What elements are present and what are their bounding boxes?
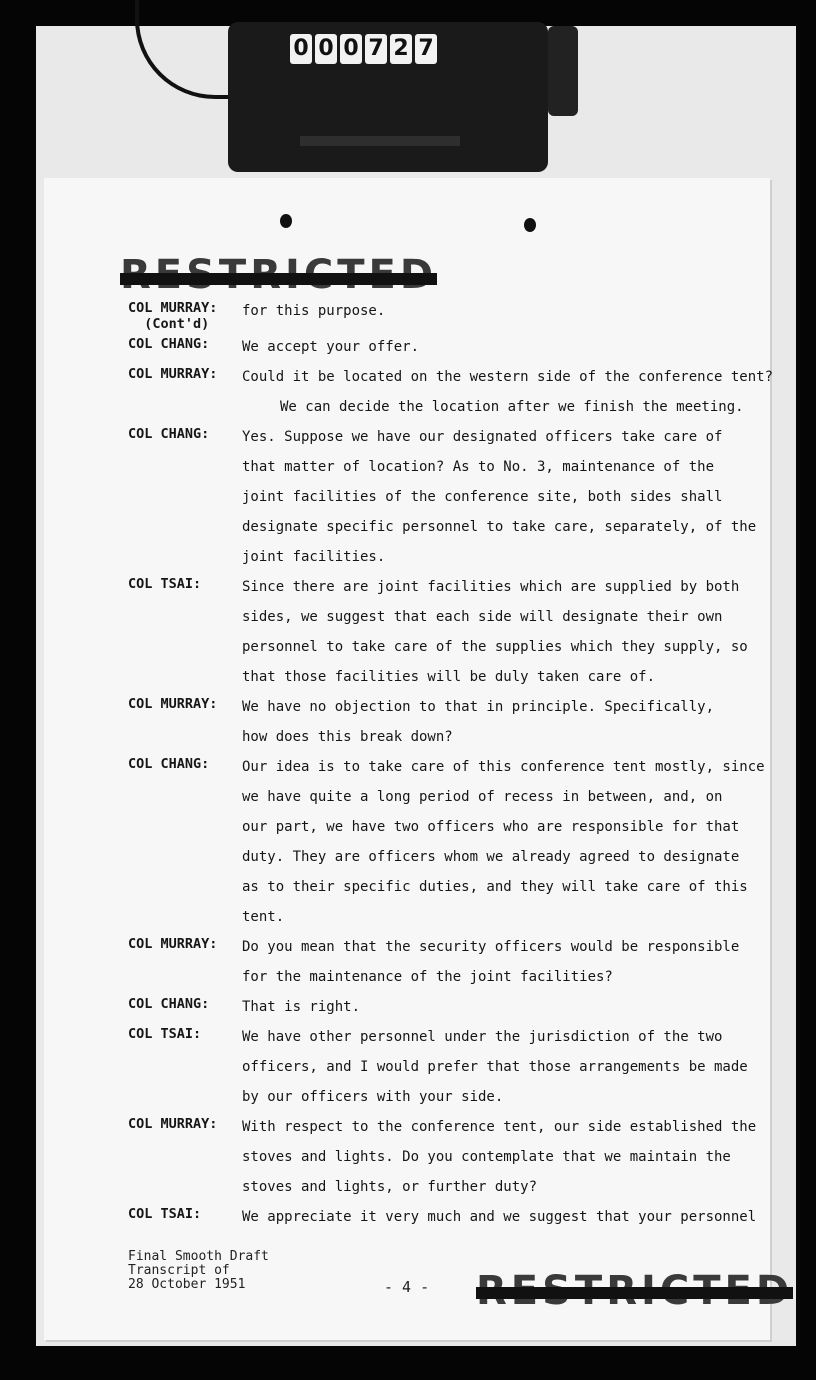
speech-line: joint facilities of the conference site, both sides shall	[242, 489, 723, 505]
stamp-redaction-bar	[476, 1287, 793, 1299]
transcript-entry	[128, 1202, 757, 1232]
draft-note: Final Smooth Draft Transcript of 28 October 1951	[128, 1249, 269, 1292]
speaker-label: COL MURRAY: (Cont'd)	[128, 300, 218, 332]
document-page	[44, 178, 774, 1340]
speech-line: Could it be located on the western side of the conference tent?	[242, 369, 774, 385]
speech-text	[242, 332, 728, 362]
stamp-redaction-bar	[120, 273, 437, 285]
speech-text	[242, 422, 756, 572]
transcript-entry	[128, 1022, 748, 1112]
counter-slot	[300, 136, 460, 146]
transcript-entry	[128, 422, 757, 572]
speech-line: stoves and lights, or further duty?	[242, 1179, 538, 1195]
speaker-label: COL TSAI:	[128, 1026, 202, 1042]
transcript-entry	[128, 932, 740, 992]
transcript-entry	[128, 572, 748, 692]
counter-digit: 0	[315, 34, 337, 64]
speech-line: With respect to the conference tent, our side established the	[242, 1119, 757, 1135]
punch-hole-left	[280, 214, 292, 228]
speech-line: Our idea is to take care of this conference tent mostly, since	[242, 759, 765, 775]
speaker-label: COL MURRAY:	[128, 366, 218, 382]
speech-line: for this purpose.	[242, 303, 386, 319]
page-number: - 4 -	[384, 1278, 430, 1296]
speech-line: Do you mean that the security officers would be responsible	[242, 939, 740, 955]
speech-line: we have quite a long period of recess in between, and, on	[242, 789, 723, 805]
speech-line: stoves and lights. Do you contemplate that we maintain the	[242, 1149, 731, 1165]
speech-line: We appreciate it very much and we suggest that your personnel	[242, 1209, 757, 1225]
speech-line: Yes. Suppose we have our designated officers take care of	[242, 429, 723, 445]
speech-line: We accept your offer.	[242, 339, 420, 355]
counter-digit: 7	[415, 34, 437, 64]
frame-counter-digits	[290, 34, 437, 68]
transcript-entry	[128, 692, 728, 752]
speech-line: sides, we suggest that each side will designate their own	[242, 609, 723, 625]
speaker-label: COL TSAI:	[128, 1206, 202, 1222]
speech-text	[242, 572, 748, 692]
speaker-label: COL CHANG:	[128, 426, 210, 442]
transcript-entry	[128, 362, 774, 422]
speaker-label: COL TSAI:	[128, 576, 202, 592]
speech-line: duty. They are officers whom we already agreed to designate	[242, 849, 740, 865]
restricted-stamp-bottom	[476, 1268, 793, 1308]
counter-digit: 7	[365, 34, 387, 64]
speech-line: as to their specific duties, and they will take care of this	[242, 879, 748, 895]
speech-line: how does this break down?	[242, 729, 453, 745]
speech-line: that those facilities will be duly taken care of.	[242, 669, 656, 685]
speech-text	[242, 992, 728, 1022]
speaker-label: COL CHANG:	[128, 756, 210, 772]
speech-line: personnel to take care of the supplies which they supply, so	[242, 639, 748, 655]
speech-line: that matter of location? As to No. 3, maintenance of the	[242, 459, 715, 475]
transcript-entry	[128, 1112, 757, 1202]
speech-line: our part, we have two officers who are responsible for that	[242, 819, 740, 835]
speech-line: officers, and I would prefer that those arrangements be made	[242, 1059, 748, 1075]
speaker-label: COL MURRAY:	[128, 696, 218, 712]
speech-line: We have no objection to that in principle. Specifically,	[242, 699, 715, 715]
speech-text	[242, 932, 739, 992]
speech-line: We can decide the location after we finish the meeting.	[280, 399, 744, 415]
speech-line: That is right.	[242, 999, 361, 1015]
speech-text	[242, 1202, 756, 1232]
speech-text	[242, 692, 728, 752]
counter-digit: 0	[340, 34, 362, 64]
speech-line: We have other personnel under the jurisdiction of the two	[242, 1029, 723, 1045]
transcript-entry	[128, 332, 728, 362]
transcript-body	[128, 296, 774, 1232]
counter-knob	[548, 26, 578, 116]
speaker-label: COL CHANG:	[128, 336, 210, 352]
speech-text	[242, 1022, 748, 1112]
counter-digit: 0	[290, 34, 312, 64]
speech-line: for the maintenance of the joint facilities?	[242, 969, 613, 985]
speech-text	[242, 752, 765, 932]
transcript-entry	[128, 296, 728, 332]
speech-text	[242, 362, 773, 422]
speech-line: tent.	[242, 909, 285, 925]
speech-line: by our officers with your side.	[242, 1089, 504, 1105]
speech-text	[242, 296, 728, 332]
transcript-entry	[128, 752, 765, 932]
speaker-label: COL MURRAY:	[128, 1116, 218, 1132]
punch-hole-right	[524, 218, 536, 232]
speech-text	[242, 1112, 756, 1202]
speech-line: Since there are joint facilities which are supplied by both	[242, 579, 740, 595]
speaker-label: COL MURRAY:	[128, 936, 218, 952]
speaker-label: COL CHANG:	[128, 996, 210, 1012]
counter-digit: 2	[390, 34, 412, 64]
restricted-stamp-top	[120, 252, 437, 296]
transcript-entry	[128, 992, 728, 1022]
speech-line: designate specific personnel to take care, separately, of the	[242, 519, 757, 535]
speech-line: joint facilities.	[242, 549, 386, 565]
